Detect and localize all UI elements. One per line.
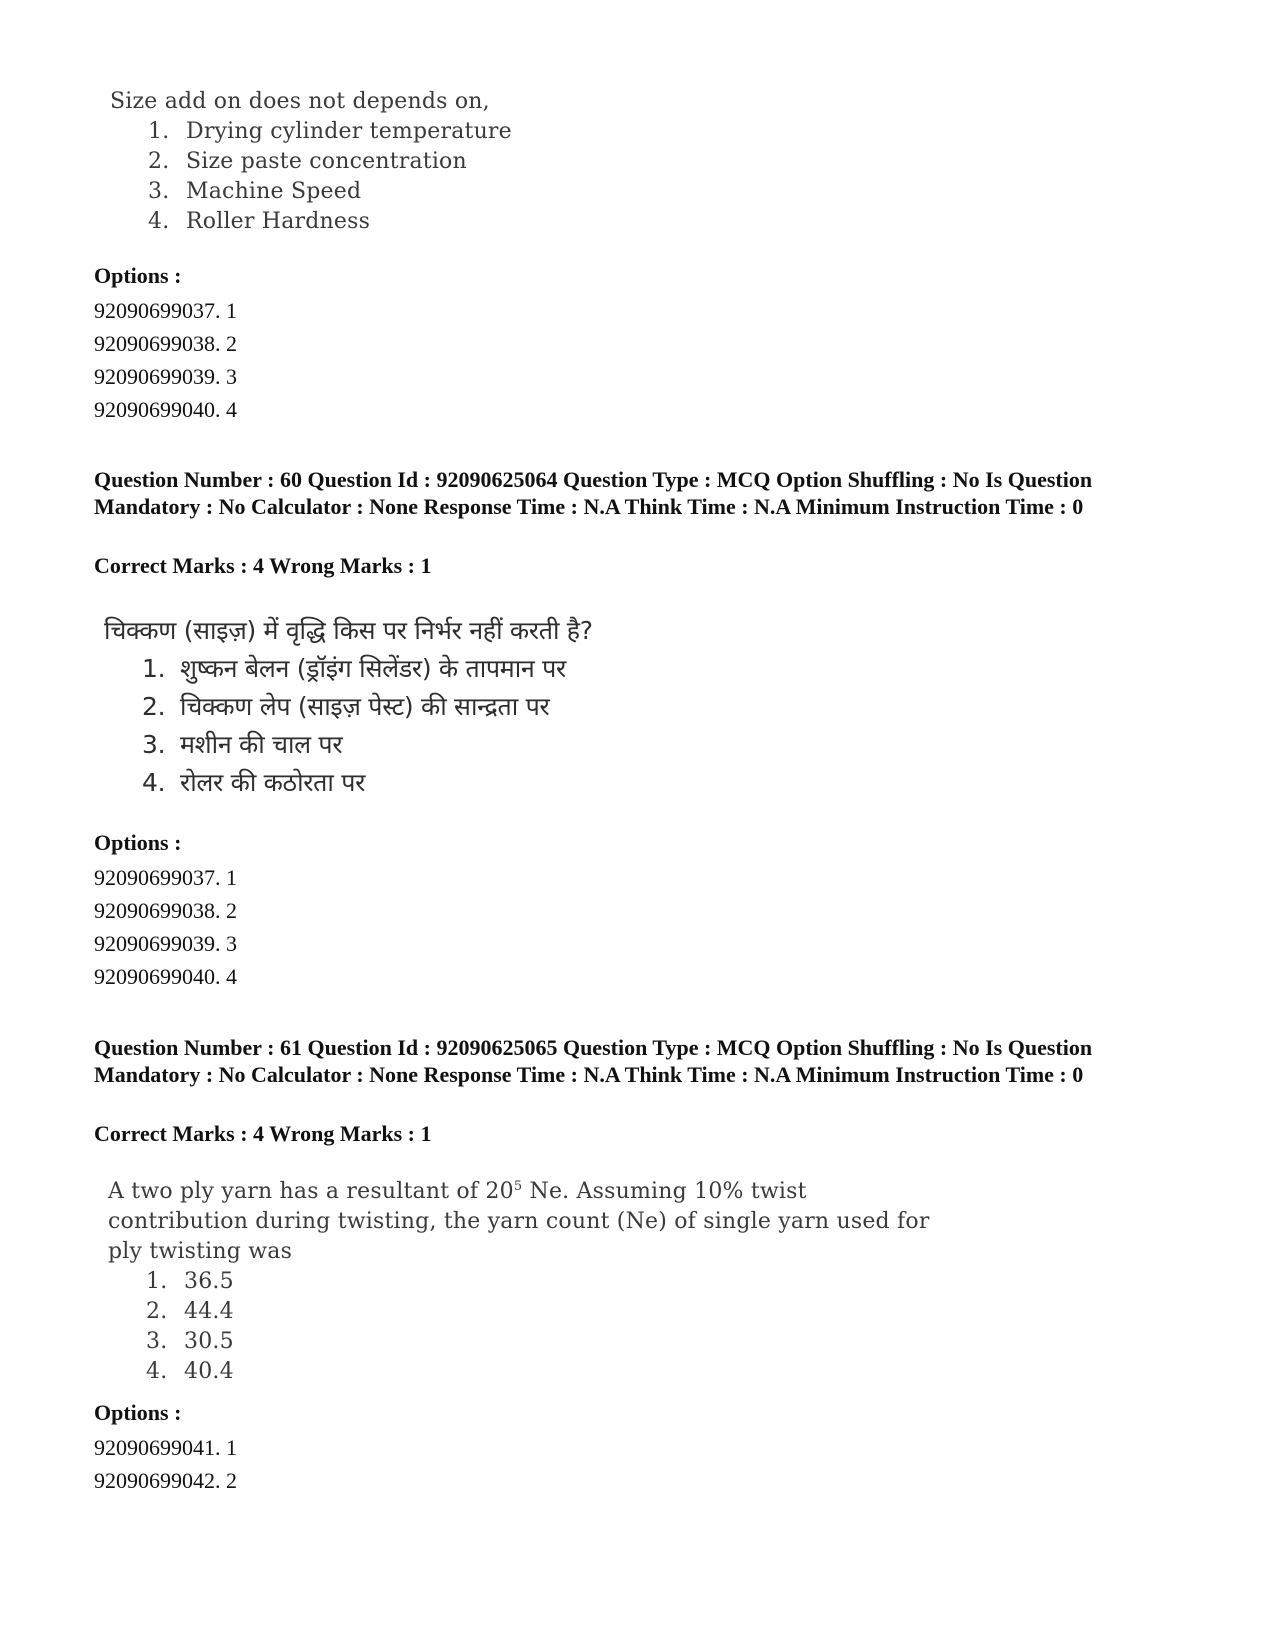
- question-text: A two ply yarn has a resultant of $20^5$ Ne. Assuming 10% twist contribution during twisting, the yarn count (Ne) of single yarn used for ply twisting was: [108, 1179, 930, 1264]
- choice-item: 1. Drying cylinder temperature: [148, 119, 512, 144]
- question-text: चिक्कण (साइज़) में वृद्धि किस पर निर्भर नहीं करती है?: [104, 616, 593, 645]
- question-image-size-add-on: [110, 87, 512, 237]
- options-block: [94, 262, 237, 426]
- question-meta: Question Number : 60 Question Id : 92090625064 Question Type : MCQ Option Shuffling : No Is Question Mandatory : No Calculator : None Response Time : N.A Think Time : N.A Minimum Instruction Time : 0: [94, 467, 1093, 519]
- choice-item: 4. Roller Hardness: [148, 209, 371, 234]
- question-marks: Correct Marks : 4 Wrong Marks : 1: [94, 553, 432, 578]
- option-item: 92090699040. 4: [94, 397, 237, 422]
- option-item: 92090699037. 1: [94, 865, 237, 890]
- choice-item: 1. 36.5: [146, 1269, 234, 1294]
- options-label: Options :: [94, 830, 182, 855]
- choice-item: 3. मशीन की चाल पर: [142, 730, 343, 759]
- choice-item: 4. रोलर की कठोरता पर: [142, 768, 366, 797]
- choice-list: [108, 1267, 930, 1387]
- options-block: [94, 1399, 237, 1497]
- question-meta: Question Number : 61 Question Id : 92090625065 Question Type : MCQ Option Shuffling : No Is Question Mandatory : No Calculator : None Response Time : N.A Think Time : N.A Minimum Instruction Time : 0: [94, 1035, 1093, 1087]
- option-item: 92090699038. 2: [94, 898, 237, 923]
- option-item: 92090699039. 3: [94, 931, 237, 956]
- choice-item: 2. Size paste concentration: [148, 149, 467, 174]
- choice-item: 3. 30.5: [146, 1329, 234, 1354]
- choice-item: 2. चिक्कण लेप (साइज़ पेस्ट) की सान्द्रता पर: [142, 692, 550, 721]
- option-item: 92090699040. 4: [94, 964, 237, 989]
- option-item: 92090699038. 2: [94, 331, 237, 356]
- option-item: 92090699039. 3: [94, 364, 237, 389]
- options-label: Options :: [94, 1400, 182, 1425]
- question-image-ply-yarn: [108, 1172, 930, 1387]
- options-block: [94, 829, 237, 993]
- choice-item: 3. Machine Speed: [148, 179, 362, 204]
- option-item: 92090699041. 1: [94, 1435, 237, 1460]
- options-label: Options :: [94, 263, 182, 288]
- option-item: 92090699042. 2: [94, 1468, 237, 1493]
- question-marks: Correct Marks : 4 Wrong Marks : 1: [94, 1121, 432, 1146]
- options-list: [94, 861, 237, 993]
- choice-list: [110, 117, 512, 237]
- choice-list: [104, 650, 593, 802]
- choice-item: 2. 44.4: [146, 1299, 234, 1324]
- options-list: [94, 294, 237, 426]
- choice-item: 4. 40.4: [146, 1359, 234, 1384]
- choice-item: 1. शुष्कन बेलन (ड्रॉइंग सिलेंडर) के तापमान पर: [142, 654, 566, 683]
- question-image-hindi: [104, 614, 593, 802]
- option-item: 92090699037. 1: [94, 298, 237, 323]
- question-text: Size add on does not depends on,: [110, 89, 490, 114]
- options-list: [94, 1431, 237, 1497]
